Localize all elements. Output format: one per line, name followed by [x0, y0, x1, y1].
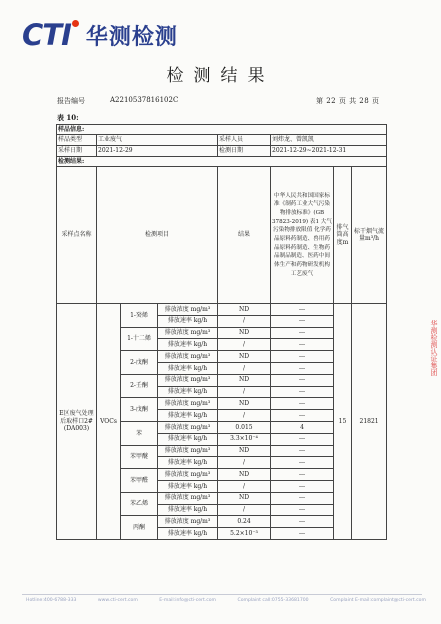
conc-limit: --- — [271, 327, 334, 339]
conc-label: 排放浓度 mg/m³ — [158, 327, 218, 339]
results-table — [56, 124, 387, 540]
pollutant-name: 苯 — [121, 421, 158, 445]
rate-limit: --- — [271, 362, 334, 374]
conc-limit: 4 — [271, 421, 334, 433]
footer-hotline: Hotline:400-6788-333 — [26, 598, 77, 603]
sampler: 刘炜龙、曾凯凯 — [271, 135, 387, 146]
conc-result: ND — [218, 398, 271, 410]
rate-limit: --- — [271, 480, 334, 492]
page-title: 检测结果 — [166, 66, 275, 86]
conc-label: 排放浓度 mg/m³ — [158, 421, 218, 433]
rate-result: / — [218, 362, 271, 374]
conc-result: ND — [218, 327, 271, 339]
conc-label: 排放浓度 mg/m³ — [158, 492, 218, 504]
rate-limit: --- — [271, 410, 334, 422]
sample-date-label: 采样日期 — [57, 146, 97, 157]
report-no: A2210537816102C — [110, 96, 179, 104]
col-flow: 标干烟气流量m³/h — [352, 167, 387, 304]
conc-limit: --- — [271, 398, 334, 410]
rate-label: 排放速率 kg/h — [158, 315, 218, 327]
sampler-label: 采样人员 — [218, 135, 271, 146]
test-date-label: 检测日期 — [218, 146, 271, 157]
pollutant-name: 苯甲醚 — [121, 445, 158, 469]
rate-limit: --- — [271, 433, 334, 445]
logo-dot-icon — [72, 20, 79, 27]
pollutant-name: 丙酮 — [121, 516, 158, 540]
conc-label: 排放浓度 mg/m³ — [158, 445, 218, 457]
footer-email: E-mail:info@cti-cert.com — [159, 598, 217, 603]
conc-limit: --- — [271, 351, 334, 363]
logo-cti: CTI — [22, 18, 71, 52]
rate-limit: --- — [271, 339, 334, 351]
pollutant-name: 2-戊酮 — [121, 351, 158, 375]
conc-label: 排放浓度 mg/m³ — [158, 374, 218, 386]
rate-limit: --- — [271, 386, 334, 398]
rate-result: 3.3×10⁻⁴ — [218, 433, 271, 445]
rate-label: 排放速率 kg/h — [158, 457, 218, 469]
voc-group: VOCs — [97, 304, 121, 540]
conc-limit: --- — [271, 492, 334, 504]
footer-divider — [22, 594, 422, 595]
conc-result: ND — [218, 469, 271, 481]
conc-result: 0.015 — [218, 421, 271, 433]
test-date: 2021-12-29~2021-12-31 — [271, 146, 387, 157]
report-no-label: 报告编号 — [57, 97, 85, 105]
rate-result: / — [218, 386, 271, 398]
pollutant-name: 2-壬酮 — [121, 374, 158, 398]
seal-stamp: 华测检测认证集团 — [430, 320, 438, 376]
sample-type-label: 样品类型 — [57, 135, 97, 146]
pollutant-name: 1-癸烯 — [121, 304, 158, 328]
conc-limit: --- — [271, 469, 334, 481]
rate-limit: --- — [271, 457, 334, 469]
conc-label: 排放浓度 mg/m³ — [158, 304, 218, 316]
pollutant-name: 苯甲醛 — [121, 469, 158, 493]
conc-result: 0.24 — [218, 516, 271, 528]
conc-label: 排放浓度 mg/m³ — [158, 351, 218, 363]
rate-limit: --- — [271, 315, 334, 327]
gas-flow: 21821 — [352, 304, 387, 540]
rate-label: 排放速率 kg/h — [158, 362, 218, 374]
rate-result: / — [218, 504, 271, 516]
conc-limit: --- — [271, 516, 334, 528]
rate-label: 排放速率 kg/h — [158, 410, 218, 422]
conc-result: ND — [218, 374, 271, 386]
conc-limit: --- — [271, 374, 334, 386]
pollutant-name: 1-十二烯 — [121, 327, 158, 351]
rate-result: 5.2×10⁻³ — [218, 528, 271, 540]
logo-chinese-name: 华测检测 — [85, 24, 178, 50]
rate-label: 排放速率 kg/h — [158, 504, 218, 516]
col-item: 检测项目 — [97, 167, 218, 304]
results-header: 检测结果: — [57, 157, 387, 167]
company-logo — [22, 18, 178, 52]
rate-label: 排放速率 kg/h — [158, 528, 218, 540]
footer-web: www.cti-cert.com — [97, 598, 138, 603]
sampling-point: E区废气处理后取样口2#(DA003) — [57, 304, 97, 540]
sample-type: 工业废气 — [97, 135, 218, 146]
pollutant-name: 3-戊酮 — [121, 398, 158, 422]
rate-limit: --- — [271, 504, 334, 516]
conc-result: ND — [218, 492, 271, 504]
col-height: 排气筒高度m — [334, 167, 352, 304]
footer-complaint-email: Complaint E-mail:complaint@cti-cert.com — [330, 598, 426, 603]
conc-result: ND — [218, 445, 271, 457]
rate-limit: --- — [271, 528, 334, 540]
rate-label: 排放速率 kg/h — [158, 480, 218, 492]
footer-complaint-call: Complaint call:0755-33681700 — [237, 598, 309, 603]
table-row — [57, 304, 387, 316]
conc-result: ND — [218, 351, 271, 363]
rate-label: 排放速率 kg/h — [158, 433, 218, 445]
rate-result: / — [218, 457, 271, 469]
conc-result: ND — [218, 304, 271, 316]
stack-height: 15 — [334, 304, 352, 540]
pollutant-name: 苯乙烯 — [121, 492, 158, 516]
sample-info-header: 样品信息: — [57, 125, 387, 135]
col-point: 采样点名称 — [57, 167, 97, 304]
col-standard: 中华人民共和国国家标准《制药工业大气污染物排放标准》(GB 37823-2019) 表1 大气污染物排放限值 化学药品原料药制造、兽用药品原料药制造、生物药品制品制造、医药中间体生产和药物研发机构工艺废气 — [271, 167, 334, 304]
conc-label: 排放浓度 mg/m³ — [158, 516, 218, 528]
rate-label: 排放速率 kg/h — [158, 339, 218, 351]
conc-label: 排放浓度 mg/m³ — [158, 469, 218, 481]
footer — [26, 598, 426, 603]
col-result: 结果 — [218, 167, 271, 304]
conc-limit: --- — [271, 445, 334, 457]
rate-result: / — [218, 410, 271, 422]
rate-result: / — [218, 480, 271, 492]
conc-limit: --- — [271, 304, 334, 316]
page-number: 第 22 页 共 28 页 — [316, 97, 380, 105]
conc-label: 排放浓度 mg/m³ — [158, 398, 218, 410]
sample-date: 2021-12-29 — [97, 146, 218, 157]
rate-result: / — [218, 315, 271, 327]
table-label: 表 10: — [57, 113, 79, 122]
rate-label: 排放速率 kg/h — [158, 386, 218, 398]
rate-result: / — [218, 339, 271, 351]
